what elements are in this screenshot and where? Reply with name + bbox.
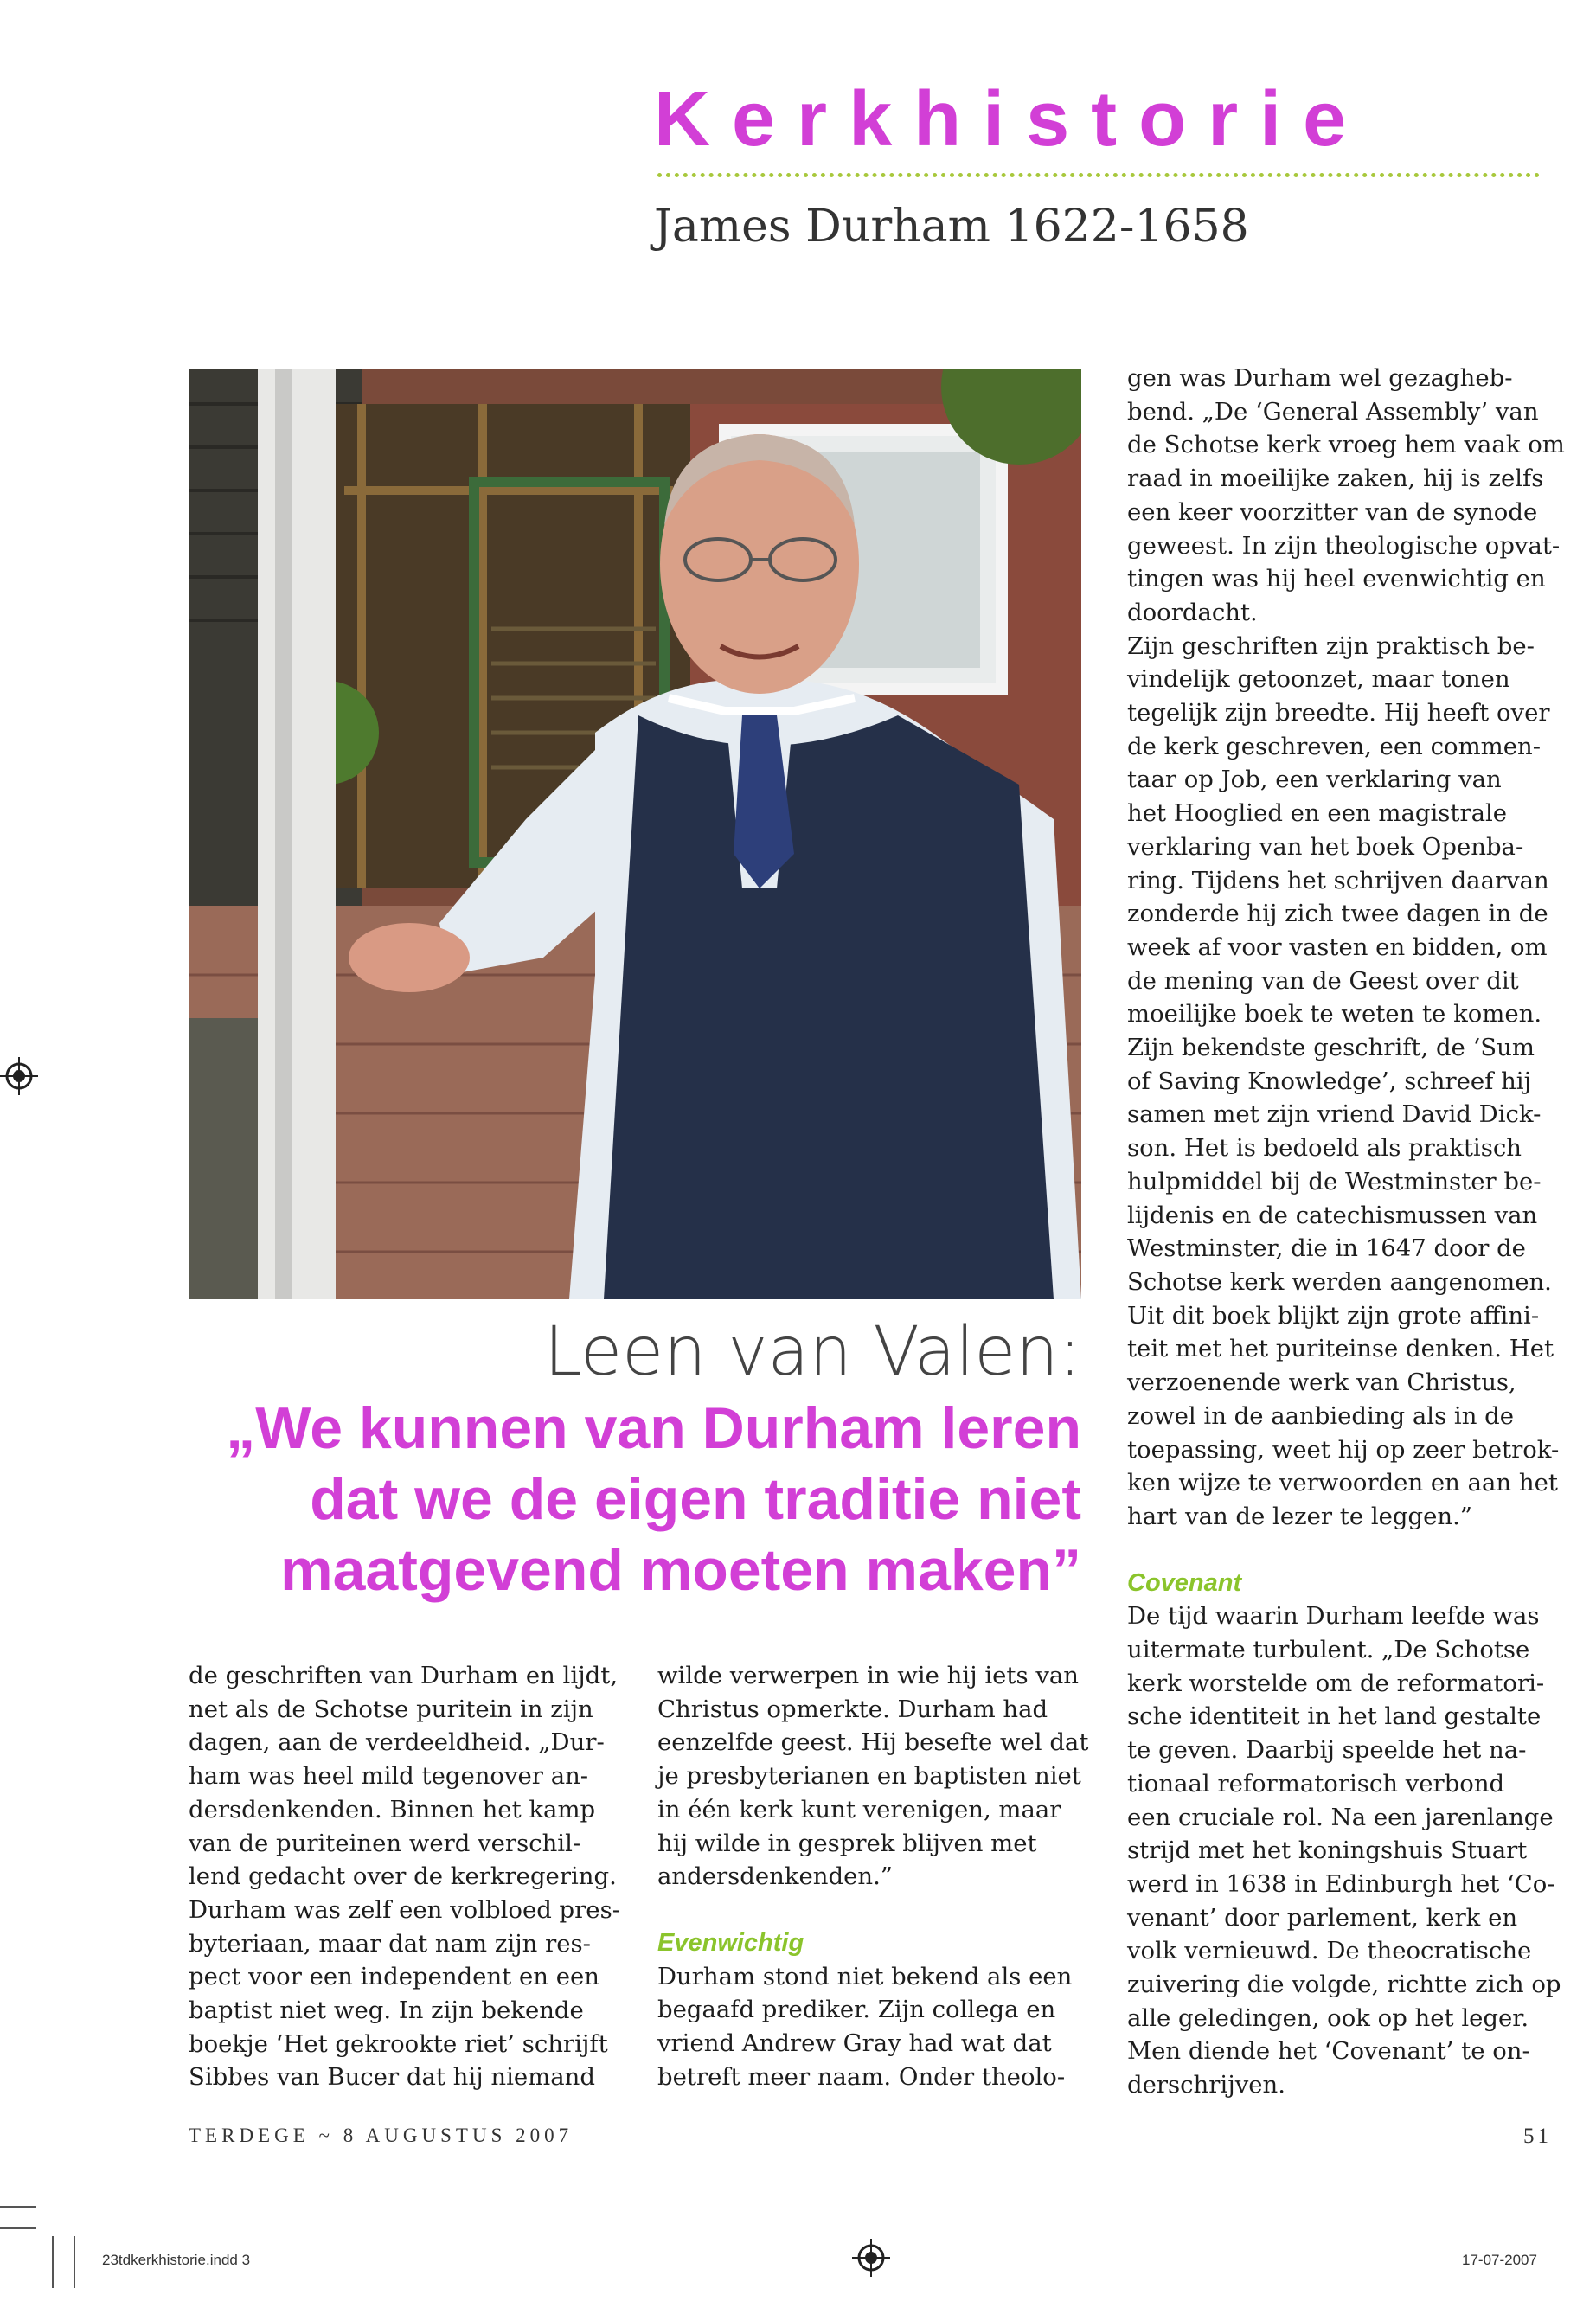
page-number: 51 xyxy=(1523,2125,1552,2148)
quote-name: Leen van Valen: xyxy=(544,1313,1081,1391)
registration-mark-icon xyxy=(852,2239,890,2277)
article-column-1 xyxy=(189,1659,638,2094)
pull-quote: „We kunnen van Durham leren dat we de eigen traditie niet maatgevend moeten maken” xyxy=(226,1395,1081,1603)
article-column-2 xyxy=(657,1659,1107,2093)
registration-mark-icon xyxy=(0,1057,38,1095)
column-3-text: gen was Durham wel gezagheb- bend. „De ‘General Assembly’ van de Schotse kerk vroeg hem vaak om raad in moeilijke zaken, hij is zelfs een keer voorzitter van de synode geweest. In zijn theologische opvat- tingen was hij heel evenwichtig en doordacht. Zijn geschriften zijn praktisch be- vindelijk getoonzet, maar tonen tegelijk zijn breedte. Hij heeft over de kerk geschreven, een commen- taar op Job, een verklaring van het Hooglied en een magistrale verklaring van het boek Openba- ring. Tijdens het schrijven daarvan zonderde hij zich twee dagen in de week af voor vasten en bidden, om de mening van de Geest over dit moeilijke boek te weten te komen. Zijn bekendste geschrift, de ‘Sum of Saving Knowledge’, schreef hij samen met zijn vriend David Dick- son. Het is bedoeld als praktisch hulpmiddel bij de Westminster be- lijdenis en de catechismussen van Westminster, die in 1647 door de Schotse kerk werden aangenomen. Uit dit boek blijkt zijn grote affini- teit met het puriteinse denken. Het verzoenende werk van Christus, zowel in de aanbieding als in de toepassing, weet hij op zeer betrok- ken wijze te verwoorden en aan het hart van de lezer te leggen.” xyxy=(1127,364,1565,1530)
dotted-divider xyxy=(657,173,1540,177)
slug-filename: 23tdkerkhistorie.indd 3 xyxy=(102,2252,251,2268)
column-3-text-continued: De tijd waarin Durham leefde was uitermate turbulent. „De Schotse kerk worstelde om de reformatori- sche identiteit in het land gestalte te geven. Daarbij speelde het na- tionaal reformatorisch verbond een cruciale rol. Na een jarenlange strijd met het koningshuis Stuart werd in 1638 in Edinburgh het ‘Co- venant’ door parlement, kerk en volk vernieuwd. De theocratische zuivering die volgde, richtte zich op alle geledingen, ook op het leger. Men diende het ‘Covenant’ te on- derschrijven. xyxy=(1127,1602,1561,2099)
slug-date: 17-07-2007 xyxy=(1462,2252,1537,2268)
article-subtitle: James Durham 1622-1658 xyxy=(654,201,1249,253)
portrait-photo-illustration xyxy=(189,369,1081,1299)
portrait-photo xyxy=(189,369,1081,1299)
crop-mark xyxy=(0,2206,36,2208)
subhead-covenant: Covenant xyxy=(1127,1568,1242,1597)
crop-mark xyxy=(0,2227,36,2229)
column-2-text: wilde verwerpen in wie hij iets van Christus opmerkte. Durham had eenzelfde geest. Hij besefte wel dat je presbyterianen en baptisten niet in één kerk kunt verenigen, maar hij wilde in gesprek blijven met andersdenkenden.” xyxy=(657,1662,1089,1891)
footer-magazine-date: TERDEGE ~ 8 AUGUSTUS 2007 xyxy=(189,2125,574,2146)
column-1-text: de geschriften van Durham en lijdt, net als de Schotse puritein in zijn dagen, aan de verdeeldheid. „Dur- ham was heel mild tegenover an- dersdenkenden. Binnen het kamp van de puriteinen werd verschil- lend gedacht over de kerkregering. Durham was zelf een volbloed pres- byteriaan, maar dat nam zijn res- pect voor een independent en een baptist niet weg. In zijn bekende boekje ‘Het gekrookte riet’ schrijft Sibbes van Bucer dat hij niemand xyxy=(189,1662,620,2092)
subhead-evenwichtig: Evenwichtig xyxy=(657,1928,804,1957)
column-2-text-continued: Durham stond niet bekend als een begaafd prediker. Zijn collega en vriend Andrew Gray had wat dat betreft meer naam. Onder theolo- xyxy=(657,1962,1073,2091)
section-title: Kerkhistorie xyxy=(654,76,1368,163)
crop-mark xyxy=(52,2236,54,2288)
article-column-3 xyxy=(1127,362,1568,2102)
crop-mark xyxy=(74,2236,75,2288)
